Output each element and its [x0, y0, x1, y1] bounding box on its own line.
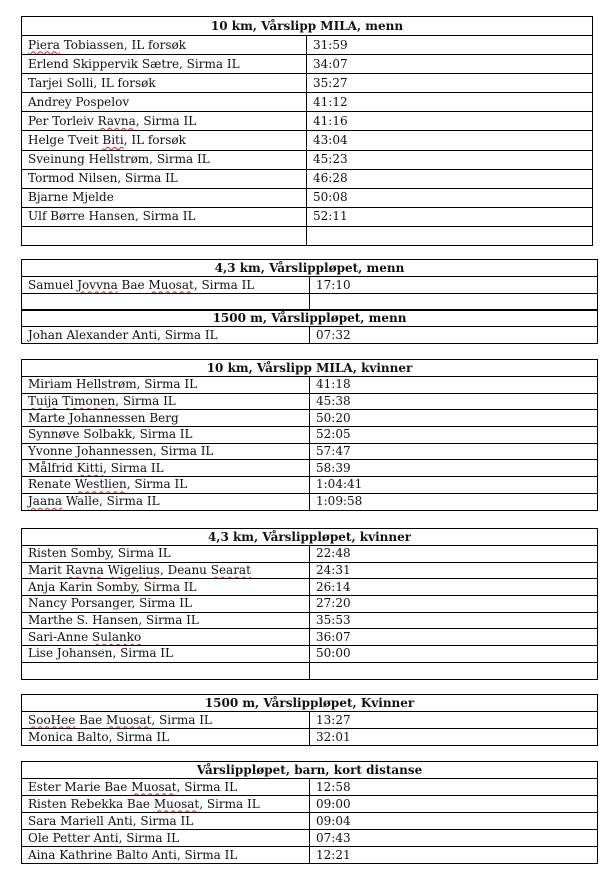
- result-row: [22, 188, 593, 207]
- participant-name: [22, 546, 310, 563]
- participant-name: [22, 813, 310, 830]
- name-part: Tarjei Solli, IL forsøk: [28, 75, 156, 90]
- results-table: [21, 359, 598, 511]
- name-part: , IL forsøk: [123, 133, 186, 148]
- result-row: [22, 629, 598, 646]
- name-part: Piera: [28, 37, 60, 52]
- result-row: [22, 377, 598, 394]
- section-heading: 4,3 km, Vårslippløpet, menn: [22, 260, 598, 277]
- name-part: Muosat: [153, 796, 200, 811]
- finish-time: 41:18: [310, 377, 598, 394]
- name-part: , Sirma IL: [115, 394, 176, 409]
- name-part: Timonen: [62, 394, 116, 409]
- section-heading: Vårslippløpet, barn, kort distanse: [22, 762, 598, 779]
- finish-time: 26:14: [310, 579, 598, 596]
- finish-time: [307, 226, 593, 245]
- result-row: [22, 207, 593, 226]
- name-part: , Sirma IL: [151, 712, 212, 727]
- name-part: Lise Johansen, Sirma IL: [28, 646, 173, 661]
- finish-time: 13:27: [310, 712, 598, 729]
- result-row: [22, 112, 593, 131]
- result-row: [22, 93, 593, 112]
- participant-name: [22, 779, 310, 796]
- result-row: [22, 813, 598, 830]
- name-part: Renate: [28, 477, 75, 492]
- name-part: Monica Balto, Sirma IL: [28, 729, 170, 744]
- result-row: [22, 779, 598, 796]
- name-part: Jovvna: [77, 277, 118, 292]
- result-row: [22, 427, 598, 444]
- section-heading: 10 km, Vårslipp MILA, kvinner: [22, 360, 598, 377]
- participant-name: [22, 131, 307, 150]
- name-part: Wigelius: [107, 563, 160, 578]
- participant-name: [22, 646, 310, 663]
- name-part: Bae: [75, 712, 107, 727]
- participant-name: [22, 226, 307, 245]
- result-row: [22, 830, 598, 847]
- result-row: [22, 150, 593, 169]
- result-row: [22, 131, 593, 150]
- name-part: , Sirma IL: [176, 779, 238, 794]
- name-part: Synnøve Solbakk, Sirma IL: [28, 427, 193, 442]
- finish-time: 24:31: [310, 562, 598, 579]
- result-row: [22, 546, 598, 563]
- name-part: Muosat: [148, 277, 194, 292]
- participant-name: [22, 729, 310, 746]
- name-part: Nancy Porsanger, Sirma IL: [28, 596, 192, 611]
- finish-time: 12:21: [310, 847, 598, 864]
- name-part: Johan Alexander Anti, Sirma IL: [28, 327, 218, 342]
- participant-name: [22, 169, 307, 188]
- participant-name: [22, 150, 307, 169]
- result-row: [22, 393, 598, 410]
- participant-name: [22, 294, 310, 311]
- finish-time: 50:00: [310, 646, 598, 663]
- name-part: Helge Tveit: [28, 133, 103, 148]
- result-row: [22, 847, 598, 864]
- result-row: [22, 277, 598, 294]
- name-part: Muosat: [106, 712, 152, 727]
- finish-time: 57:47: [310, 443, 598, 460]
- finish-time: 07:43: [310, 830, 598, 847]
- name-part: Risten Somby, Sirma IL: [28, 546, 171, 561]
- name-part: Bae: [117, 277, 149, 292]
- participant-name: [22, 596, 310, 613]
- finish-time: 09:04: [310, 813, 598, 830]
- finish-time: 43:04: [307, 131, 593, 150]
- finish-time: 36:07: [310, 629, 598, 646]
- finish-time: 32:01: [310, 729, 598, 746]
- participant-name: [22, 74, 307, 93]
- name-part: , Sirma IL: [135, 113, 197, 128]
- participant-name: [22, 327, 310, 344]
- finish-time: 50:08: [307, 188, 593, 207]
- finish-time: 41:12: [307, 93, 593, 112]
- name-part: Ravna: [97, 113, 136, 128]
- participant-name: [22, 477, 310, 494]
- name-part: Ole Petter Anti, Sirma IL: [28, 830, 180, 845]
- participant-name: [22, 393, 310, 410]
- finish-time: 52:05: [310, 427, 598, 444]
- name-part: , Sirma IL: [126, 477, 188, 492]
- finish-time: 58:39: [310, 460, 598, 477]
- name-part: Walle, Sirma IL: [62, 494, 160, 509]
- participant-name: [22, 612, 310, 629]
- result-row: [22, 612, 598, 629]
- finish-time: 52:11: [307, 207, 593, 226]
- results-table: [21, 259, 598, 311]
- result-row: [22, 55, 593, 74]
- name-part: SooHee: [28, 712, 76, 727]
- result-row: [22, 712, 598, 729]
- section-heading: 1500 m, Vårslippløpet, Kvinner: [22, 695, 598, 712]
- result-row: [22, 169, 593, 188]
- result-row: [22, 327, 598, 344]
- participant-name: [22, 277, 310, 294]
- finish-time: 34:07: [307, 55, 593, 74]
- name-part: Searat: [210, 563, 251, 578]
- finish-time: 31:59: [307, 36, 593, 55]
- result-row: [22, 460, 598, 477]
- results-table: [21, 309, 598, 344]
- result-row: [22, 410, 598, 427]
- result-row: [22, 226, 593, 245]
- participant-name: [22, 662, 310, 679]
- participant-name: [22, 93, 307, 112]
- finish-time: 09:00: [310, 796, 598, 813]
- results-table: [21, 694, 598, 746]
- participant-name: [22, 410, 310, 427]
- participant-name: [22, 188, 307, 207]
- participant-name: [22, 443, 310, 460]
- participant-name: [22, 36, 307, 55]
- name-part: Anja Karin Somby, Sirma IL: [28, 579, 197, 594]
- name-part: Yvonne Johannessen, Sirma IL: [28, 444, 214, 459]
- name-part: Marit: [28, 563, 66, 578]
- participant-name: [22, 796, 310, 813]
- name-part: , Deanu: [159, 563, 211, 578]
- result-row: [22, 493, 598, 510]
- name-part: Tuija: [28, 394, 59, 409]
- participant-name: [22, 207, 307, 226]
- participant-name: [22, 112, 307, 131]
- finish-time: [310, 294, 598, 311]
- name-part: Kitti: [76, 460, 104, 475]
- name-part: Westlien: [74, 477, 127, 492]
- name-part: Per Torleiv: [28, 113, 98, 128]
- name-part: Sara Mariell Anti, Sirma IL: [28, 813, 194, 828]
- name-part: Marthe S. Hansen, Sirma IL: [28, 613, 199, 628]
- result-row: [22, 729, 598, 746]
- finish-time: 41:16: [307, 112, 593, 131]
- participant-name: [22, 493, 310, 510]
- name-part: Marte Johannessen Berg: [28, 410, 179, 425]
- name-part: Muosat: [131, 779, 177, 794]
- result-row: [22, 477, 598, 494]
- name-part: Målfrid: [28, 460, 77, 475]
- finish-time: 27:20: [310, 596, 598, 613]
- finish-time: 45:38: [310, 393, 598, 410]
- finish-time: 1:04:41: [310, 477, 598, 494]
- section-heading: 1500 m, Vårslippløpet, menn: [22, 310, 598, 327]
- name-part: Biti: [102, 133, 124, 148]
- section-heading: 10 km, Vårslipp MILA, menn: [22, 17, 593, 36]
- name-part: Sveinung Hellstrøm, Sirma IL: [28, 152, 210, 167]
- participant-name: [22, 377, 310, 394]
- result-row: [22, 579, 598, 596]
- name-part: Bjarne Mjelde: [28, 190, 114, 205]
- result-row: [22, 796, 598, 813]
- result-row: [22, 596, 598, 613]
- name-part: Aina Kathrine Balto Anti, Sirma IL: [28, 847, 238, 862]
- section-heading: 4,3 km, Vårslippløpet, kvinner: [22, 529, 598, 546]
- result-row: [22, 662, 598, 679]
- results-table: [21, 761, 598, 864]
- finish-time: 35:27: [307, 74, 593, 93]
- name-part: Ulf Børre Hansen, Sirma IL: [28, 209, 196, 224]
- finish-time: 45:23: [307, 150, 593, 169]
- finish-time: 17:10: [310, 277, 598, 294]
- result-row: [22, 646, 598, 663]
- name-part: Samuel: [28, 277, 78, 292]
- name-part: Miriam Hellstrøm, Sirma IL: [28, 377, 198, 392]
- name-part: Tormod Nilsen, Sirma IL: [28, 171, 178, 186]
- result-row: [22, 294, 598, 311]
- name-part: Tobiassen, IL forsøk: [59, 37, 187, 52]
- name-part: , Sirma IL: [193, 277, 255, 292]
- participant-name: [22, 427, 310, 444]
- result-row: [22, 443, 598, 460]
- name-part: Andrey Pospelov: [28, 94, 130, 109]
- finish-time: 22:48: [310, 546, 598, 563]
- name-part: Sulanko: [92, 629, 142, 644]
- participant-name: [22, 830, 310, 847]
- name-part: Ravna: [65, 563, 104, 578]
- name-part: Erlend Skippervik Sætre, Sirma IL: [28, 56, 240, 71]
- participant-name: [22, 55, 307, 74]
- finish-time: 46:28: [307, 169, 593, 188]
- result-row: [22, 36, 593, 55]
- name-part: Sari-Anne: [28, 629, 93, 644]
- result-row: [22, 562, 598, 579]
- participant-name: [22, 562, 310, 579]
- finish-time: [310, 662, 598, 679]
- name-part: Risten Rebekka Bae: [28, 796, 154, 811]
- participant-name: [22, 847, 310, 864]
- results-table: [21, 528, 598, 680]
- participant-name: [22, 712, 310, 729]
- participant-name: [22, 629, 310, 646]
- finish-time: 1:09:58: [310, 493, 598, 510]
- participant-name: [22, 460, 310, 477]
- finish-time: 07:32: [310, 327, 598, 344]
- finish-time: 50:20: [310, 410, 598, 427]
- name-part: Ester Marie Bae: [28, 779, 132, 794]
- result-row: [22, 74, 593, 93]
- name-part: , Sirma IL: [199, 796, 260, 811]
- name-part: , Sirma IL: [103, 460, 164, 475]
- finish-time: 12:58: [310, 779, 598, 796]
- finish-time: 35:53: [310, 612, 598, 629]
- participant-name: [22, 579, 310, 596]
- name-part: Jaana: [28, 494, 63, 509]
- results-table: [21, 16, 593, 246]
